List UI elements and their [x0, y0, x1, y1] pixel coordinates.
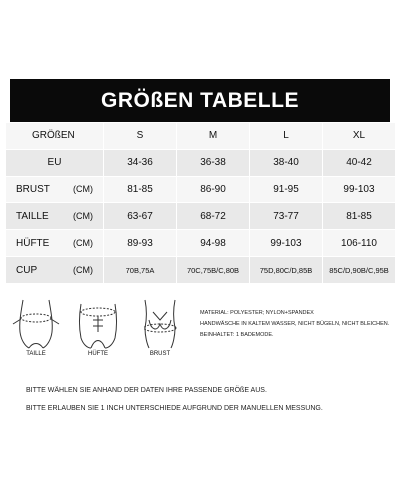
- row-label: EU: [47, 157, 62, 169]
- size-header-row: [6, 123, 396, 150]
- note-line: BITTE WÄHLEN SIE ANHAND DER DATEN IHRE PASSENDE GRÖßE AUS.: [26, 387, 267, 394]
- row-label-taille: [6, 203, 104, 230]
- table-cell: 106-110: [323, 230, 396, 257]
- icon-label: TAILLE: [26, 351, 46, 357]
- contents-line: BEINHALTET: 1 BADEMODE.: [200, 332, 274, 338]
- table-cell: 99-103: [250, 230, 323, 257]
- table-cell: 91-95: [250, 176, 323, 203]
- care-line: HANDWÄSCHE IN KALTEM WASSER, NICHT BÜGELN, NICHT BLEICHEN.: [200, 321, 390, 327]
- row-unit: (CM): [73, 237, 93, 248]
- size-header-label: GRÖßEN: [6, 123, 104, 150]
- row-unit: (CM): [73, 264, 93, 275]
- table-cell: 36-38: [177, 149, 250, 176]
- row-unit: (CM): [73, 210, 93, 221]
- table-cell: 81-85: [104, 176, 177, 203]
- row-label: TAILLE: [16, 210, 49, 222]
- table-cell: 38-40: [250, 149, 323, 176]
- row-label: BRUST: [16, 184, 50, 196]
- table-cell: 73-77: [250, 203, 323, 230]
- row-label-cup: [6, 257, 104, 284]
- size-header-cell: L: [250, 123, 323, 150]
- taille-guide: [10, 298, 62, 362]
- row-label-brust: [6, 176, 104, 203]
- brust-guide: [134, 298, 186, 362]
- table-cell: 81-85: [323, 203, 396, 230]
- size-chart-title: GRÖßEN TABELLE: [10, 79, 390, 123]
- huefte-measure-icon: [73, 298, 123, 350]
- size-header-cell: S: [104, 123, 177, 150]
- table-row: [6, 230, 396, 257]
- table-cell: 86-90: [177, 176, 250, 203]
- material-line: MATERIAL: POLYESTER; NYLON+SPANDEX: [200, 310, 314, 316]
- row-label-eu: [6, 149, 104, 176]
- measurement-guide: [10, 298, 190, 362]
- icon-label: HÜFTE: [88, 351, 108, 357]
- note-line: BITTE ERLAUBEN SIE 1 INCH UNTERSCHIEDE AUFGRUND DER MANUELLEN MESSUNG.: [26, 405, 323, 412]
- table-cell: 68-72: [177, 203, 250, 230]
- table-cell: 34-36: [104, 149, 177, 176]
- care-instructions: [200, 308, 396, 341]
- size-header-cell: XL: [323, 123, 396, 150]
- table-row: [6, 203, 396, 230]
- size-notes: [26, 382, 323, 418]
- table-cell: 99-103: [323, 176, 396, 203]
- size-header-cell: M: [177, 123, 250, 150]
- table-cell: 85C/D,90B/C,95B: [323, 257, 396, 284]
- table-row: [6, 176, 396, 203]
- table-cell: 40-42: [323, 149, 396, 176]
- row-unit: (CM): [73, 184, 93, 195]
- table-cell: 89-93: [104, 230, 177, 257]
- table-row: [6, 149, 396, 176]
- row-label: CUP: [16, 264, 38, 276]
- size-table: [5, 122, 396, 284]
- table-cell: 70C,75B/C,80B: [177, 257, 250, 284]
- taille-measure-icon: [11, 298, 61, 350]
- icon-label: BRUST: [149, 351, 171, 357]
- table-cell: 75D,80C/D,85B: [250, 257, 323, 284]
- row-label: HÜFTE: [16, 237, 50, 249]
- row-label-huefte: [6, 230, 104, 257]
- table-row: [6, 257, 396, 284]
- table-cell: 70B,75A: [104, 257, 177, 284]
- table-cell: 94-98: [177, 230, 250, 257]
- table-cell: 63-67: [104, 203, 177, 230]
- brust-measure-icon: [135, 298, 185, 350]
- huefte-guide: [72, 298, 124, 362]
